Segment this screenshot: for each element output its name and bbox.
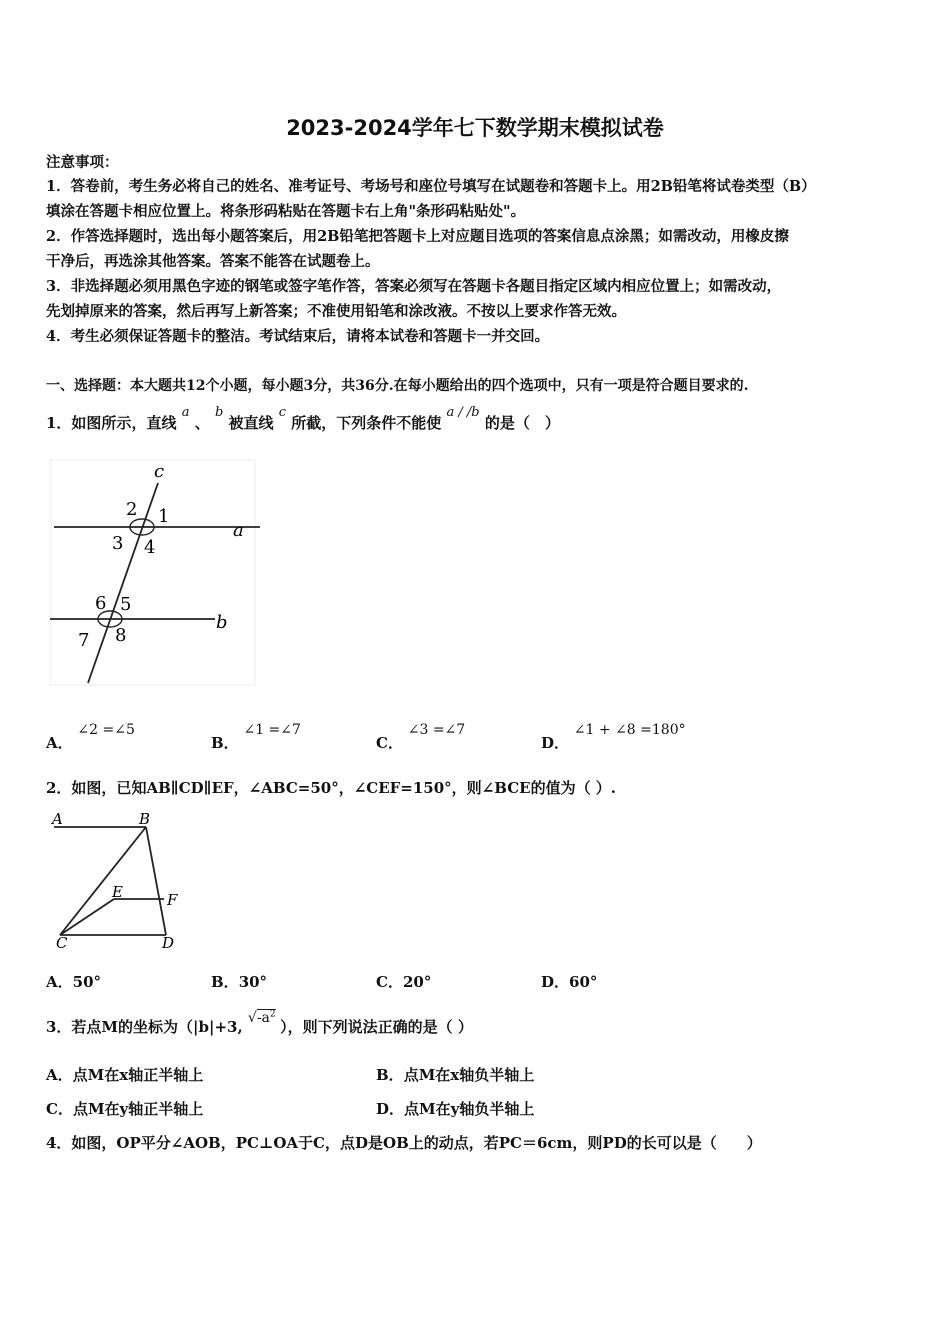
angle-4: 4 [144, 537, 156, 558]
page-title: 2023-2024学年七下数学期末模拟试卷 [286, 116, 664, 140]
label-E: E [112, 883, 123, 901]
label-B: B [139, 810, 151, 828]
label-C: C [56, 934, 68, 950]
q3-option-b[interactable]: B．点M在x轴负半轴上 [376, 1066, 535, 1084]
q1-var-a: a [181, 405, 190, 420]
notice-line: 2．作答选择题时，选出每小题答案后，用2B铅笔把答题卡上对应题目选项的答案信息点涂黑；如需改动，用橡皮擦 [46, 228, 789, 245]
q3-option-a[interactable]: A．点M在x轴正半轴上 [46, 1066, 204, 1084]
q1-option-a[interactable]: A． ∠2 =∠5 [46, 722, 135, 752]
question-4-stem: 4．如图，OP平分∠AOB，PC⊥OA于C，点D是OB上的动点，若PC＝6cm，则PD的长可以是（ ） [46, 1134, 762, 1152]
q1-condition: a / /b [446, 405, 480, 420]
q2-option-d[interactable]: D．60° [541, 973, 598, 991]
angle-2: 2 [126, 499, 138, 520]
angle-5: 5 [120, 594, 132, 615]
angle-6: 6 [95, 593, 107, 614]
q1-text: 所截，下列条件不能使 [291, 414, 442, 432]
q1-var-c: c [278, 405, 287, 420]
notice-line: 填涂在答题卡相应位置上。将条形码粘贴在答题卡右上角"条形码粘贴处"。 [46, 203, 526, 220]
q1-text: 的是（ ） [484, 414, 560, 432]
q1-text: 被直线 [228, 414, 274, 432]
q3-option-d[interactable]: D．点M在y轴负半轴上 [376, 1100, 535, 1118]
label-D: D [162, 934, 175, 950]
sqrt-icon: √ [247, 1010, 257, 1026]
notice-heading: 注意事项： [46, 154, 119, 171]
q2-option-b[interactable]: B．30° [211, 973, 268, 991]
notice-line: 3．非选择题必须用黑色字迹的钢笔或签字笔作答，答案必须写在答题卡各题目指定区域内相应位置上；如需改动， [46, 278, 782, 295]
label-b: b [216, 612, 228, 633]
q1-text: 1．如图所示，直线 [46, 414, 177, 432]
q1-option-c[interactable]: C． ∠3 =∠7 [376, 722, 466, 752]
angle-1: 1 [158, 506, 170, 527]
question-1-stem [46, 405, 560, 433]
section-heading: 一、选择题：本大题共12个小题，每小题3分，共36分.在每小题给出的四个选项中，只有一项是符合题目要求的. [46, 378, 749, 394]
q2-figure [46, 810, 196, 950]
q1-option-d[interactable]: D． ∠1 + ∠8 =180° [541, 722, 686, 752]
notice-line: 1．答卷前，考生务必将自己的姓名、准考证号、考场号和座位号填写在试题卷和答题卡上。用2B铅笔将试卷类型（B） [46, 178, 816, 195]
q1-figure [40, 455, 270, 690]
notice-line: 干净后，再选涂其他答案。答案不能答在试题卷上。 [46, 253, 380, 270]
q2-option-c[interactable]: C．20° [376, 973, 432, 991]
q3-option-c[interactable]: C．点M在y轴正半轴上 [46, 1100, 204, 1118]
label-c: c [154, 461, 165, 482]
notice-line: 4．考生必须保证答题卡的整洁。考试结束后，请将本试卷和答题卡一并交回。 [46, 328, 550, 345]
label-A: A [52, 810, 63, 828]
angle-8: 8 [115, 625, 127, 646]
q1-var-b: b [214, 405, 224, 420]
notice-line: 先划掉原来的答案，然后再写上新答案；不准使用铅笔和涂改液。不按以上要求作答无效。 [46, 303, 626, 320]
question-3-stem: 3．若点M的坐标为（|b|+3, $√-a^2$ ），则下列说法正确的是（ ） [46, 1009, 473, 1036]
line-c [88, 483, 158, 683]
q2-option-a[interactable]: A．50° [46, 973, 102, 991]
label-F: F [167, 891, 178, 909]
angle-3: 3 [112, 533, 124, 554]
question-2-stem: 2．如图，已知AB∥CD∥EF，∠ABC=50°，∠CEF=150°，则∠BCE的值为（ ）. [46, 779, 617, 797]
angle-7: 7 [78, 630, 90, 651]
q1-option-b[interactable]: B． ∠1 =∠7 [211, 722, 301, 752]
sqrt-expression: $√-a^2$ [247, 1009, 276, 1026]
q1-sep: 、 [194, 414, 210, 432]
label-a: a [233, 520, 244, 541]
